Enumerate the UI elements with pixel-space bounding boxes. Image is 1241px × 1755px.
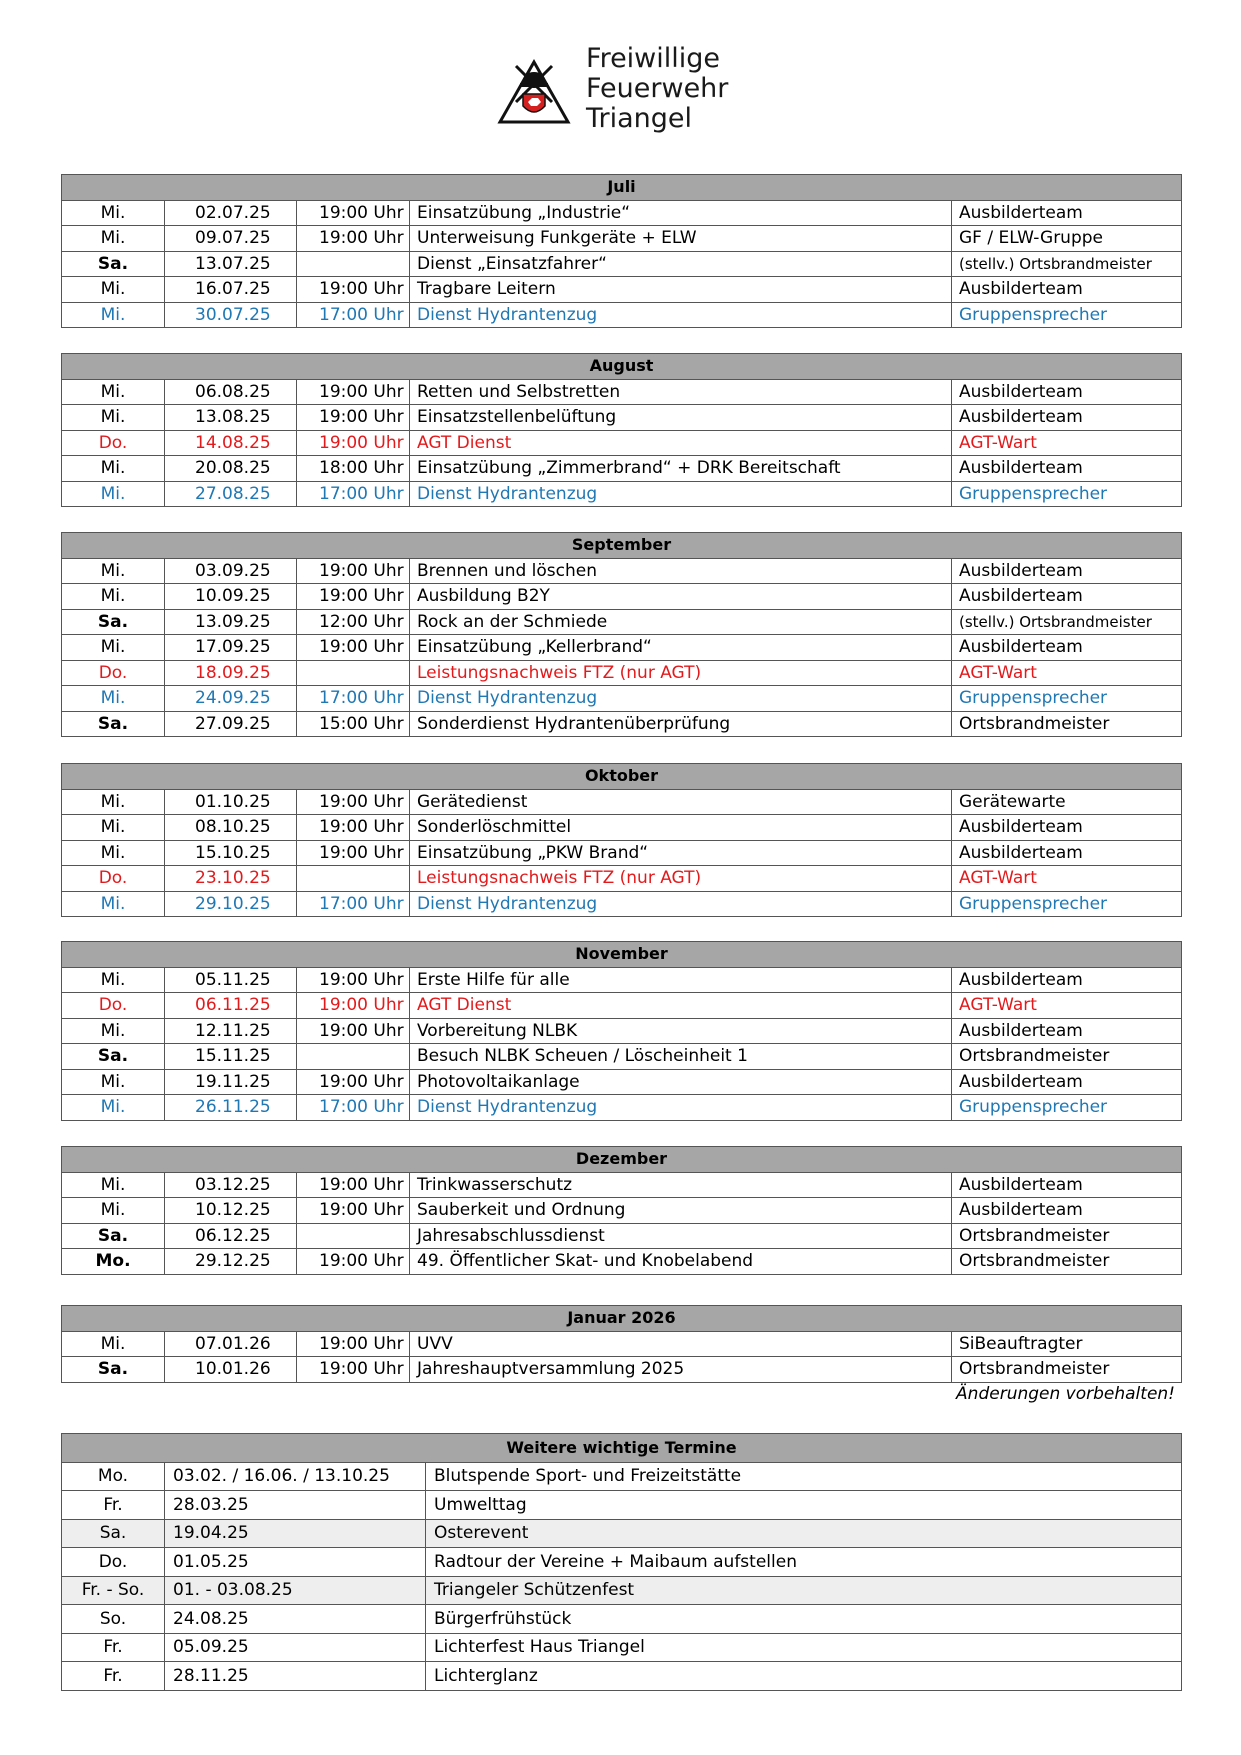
fire-brigade-logo-icon [494, 56, 574, 128]
date-cell: 15.10.25 [165, 840, 297, 866]
responsible-cell: GF / ELW-Gruppe [952, 226, 1182, 252]
time-cell: 12:00 Uhr [297, 609, 410, 635]
date-cell: 26.11.25 [165, 1095, 297, 1121]
time-cell: 19:00 Uhr [297, 277, 410, 303]
date-cell: 09.07.25 [165, 226, 297, 252]
date-cell: 16.07.25 [165, 277, 297, 303]
changes-note: Änderungen vorbehalten! [956, 1384, 1175, 1404]
date-cell: 01.05.25 [165, 1548, 426, 1577]
other-dates-table [61, 1433, 1182, 1691]
date-cell: 27.08.25 [165, 481, 297, 507]
event-cell: Dienst Hydrantenzug [410, 481, 952, 507]
event-cell: Brennen und löschen [410, 558, 952, 584]
day-cell: Mo. [62, 1249, 165, 1275]
time-cell: 19:00 Uhr [297, 405, 410, 431]
date-cell: 20.08.25 [165, 456, 297, 482]
event-cell: Ausbildung B2Y [410, 584, 952, 610]
responsible-cell: Ausbilderteam [952, 967, 1182, 993]
event-cell: Einsatzübung „Industrie“ [410, 200, 952, 226]
day-cell: Mi. [62, 481, 165, 507]
responsible-cell: Ausbilderteam [952, 456, 1182, 482]
time-cell: 19:00 Uhr [297, 558, 410, 584]
responsible-cell: AGT-Wart [952, 430, 1182, 456]
time-cell: 17:00 Uhr [297, 1095, 410, 1121]
month-title: Januar 2026 [62, 1306, 1182, 1332]
responsible-cell: Ortsbrandmeister [952, 1044, 1182, 1070]
responsible-cell: Gruppensprecher [952, 481, 1182, 507]
day-cell: Sa. [62, 711, 165, 737]
date-cell: 24.09.25 [165, 686, 297, 712]
day-cell: Mi. [62, 456, 165, 482]
day-cell: Mi. [62, 840, 165, 866]
responsible-cell: Ausbilderteam [952, 1172, 1182, 1198]
time-cell: 19:00 Uhr [297, 967, 410, 993]
table-row [62, 840, 1182, 866]
day-cell: Do. [62, 866, 165, 892]
responsible-cell: Gerätewarte [952, 789, 1182, 815]
other-dates-title: Weitere wichtige Termine [62, 1434, 1182, 1463]
day-cell: Do. [62, 993, 165, 1019]
day-cell: Mi. [62, 200, 165, 226]
event-cell: Rock an der Schmiede [410, 609, 952, 635]
month-table [61, 174, 1182, 328]
table-row [62, 815, 1182, 841]
responsible-cell: Ortsbrandmeister [952, 1223, 1182, 1249]
day-cell: Mi. [62, 1198, 165, 1224]
event-cell: Dienst Hydrantenzug [410, 686, 952, 712]
day-cell: So. [62, 1605, 165, 1634]
table-row [62, 251, 1182, 277]
table-row [62, 866, 1182, 892]
day-cell: Fr. [62, 1662, 165, 1691]
event-cell: AGT Dienst [410, 430, 952, 456]
date-cell: 13.08.25 [165, 405, 297, 431]
date-cell: 24.08.25 [165, 1605, 426, 1634]
responsible-cell: Ausbilderteam [952, 405, 1182, 431]
event-cell: Einsatzübung „PKW Brand“ [410, 840, 952, 866]
time-cell: 17:00 Uhr [297, 302, 410, 328]
event-cell: Dienst Hydrantenzug [410, 302, 952, 328]
month-title: Dezember [62, 1147, 1182, 1173]
month-title: November [62, 942, 1182, 968]
event-cell: Umwelttag [426, 1491, 1182, 1520]
table-row [62, 1491, 1182, 1520]
time-cell: 19:00 Uhr [297, 430, 410, 456]
time-cell: 19:00 Uhr [297, 1172, 410, 1198]
table-row [62, 1172, 1182, 1198]
date-cell: 29.12.25 [165, 1249, 297, 1275]
month-title: Juli [62, 175, 1182, 201]
event-cell: AGT Dienst [410, 993, 952, 1019]
date-cell: 13.07.25 [165, 251, 297, 277]
table-row [62, 558, 1182, 584]
responsible-cell: AGT-Wart [952, 993, 1182, 1019]
day-cell: Mi. [62, 686, 165, 712]
day-cell: Sa. [62, 609, 165, 635]
day-cell: Fr. - So. [62, 1576, 165, 1605]
responsible-cell: Gruppensprecher [952, 1095, 1182, 1121]
event-cell: Erste Hilfe für alle [410, 967, 952, 993]
date-cell: 03.02. / 16.06. / 13.10.25 [165, 1462, 426, 1491]
date-cell: 06.08.25 [165, 379, 297, 405]
table-row [62, 1662, 1182, 1691]
table-row [62, 609, 1182, 635]
table-row [62, 1633, 1182, 1662]
day-cell: Do. [62, 430, 165, 456]
responsible-cell: Ausbilderteam [952, 584, 1182, 610]
day-cell: Mi. [62, 226, 165, 252]
table-row [62, 891, 1182, 917]
day-cell: Mi. [62, 1069, 165, 1095]
time-cell: 19:00 Uhr [297, 1331, 410, 1357]
date-cell: 10.01.26 [165, 1357, 297, 1383]
date-cell: 28.03.25 [165, 1491, 426, 1520]
time-cell: 19:00 Uhr [297, 993, 410, 1019]
day-cell: Mi. [62, 789, 165, 815]
day-cell: Mi. [62, 1331, 165, 1357]
day-cell: Mi. [62, 379, 165, 405]
table-row [62, 379, 1182, 405]
responsible-cell: Gruppensprecher [952, 302, 1182, 328]
table-row [62, 1331, 1182, 1357]
table-row [62, 1044, 1182, 1070]
table-row [62, 200, 1182, 226]
date-cell: 23.10.25 [165, 866, 297, 892]
time-cell: 19:00 Uhr [297, 1249, 410, 1275]
table-row [62, 1519, 1182, 1548]
table-row [62, 430, 1182, 456]
date-cell: 14.08.25 [165, 430, 297, 456]
date-cell: 10.12.25 [165, 1198, 297, 1224]
month-table [61, 941, 1182, 1121]
event-cell: 49. Öffentlicher Skat- und Knobelabend [410, 1249, 952, 1275]
day-cell: Mi. [62, 1172, 165, 1198]
event-cell: Lichterglanz [426, 1662, 1182, 1691]
time-cell: 19:00 Uhr [297, 789, 410, 815]
time-cell: 19:00 Uhr [297, 815, 410, 841]
time-cell: 19:00 Uhr [297, 1069, 410, 1095]
responsible-cell: Ausbilderteam [952, 840, 1182, 866]
time-cell: 19:00 Uhr [297, 1198, 410, 1224]
event-cell: Dienst „Einsatzfahrer“ [410, 251, 952, 277]
month-table [61, 1146, 1182, 1275]
date-cell: 13.09.25 [165, 609, 297, 635]
responsible-cell: Ortsbrandmeister [952, 1249, 1182, 1275]
responsible-cell: Ausbilderteam [952, 379, 1182, 405]
event-cell: Bürgerfrühstück [426, 1605, 1182, 1634]
date-cell: 06.12.25 [165, 1223, 297, 1249]
table-row [62, 1462, 1182, 1491]
event-cell: Tragbare Leitern [410, 277, 952, 303]
time-cell: 15:00 Uhr [297, 711, 410, 737]
table-row [62, 1018, 1182, 1044]
event-cell: Sonderlöschmittel [410, 815, 952, 841]
event-cell: Radtour der Vereine + Maibaum aufstellen [426, 1548, 1182, 1577]
month-table [61, 1305, 1182, 1383]
day-cell: Mi. [62, 635, 165, 661]
responsible-cell: Ortsbrandmeister [952, 1357, 1182, 1383]
month-table [61, 532, 1182, 737]
day-cell: Sa. [62, 1519, 165, 1548]
event-cell: Trinkwasserschutz [410, 1172, 952, 1198]
table-row [62, 686, 1182, 712]
date-cell: 27.09.25 [165, 711, 297, 737]
date-cell: 01.10.25 [165, 789, 297, 815]
responsible-cell: Ausbilderteam [952, 635, 1182, 661]
table-row [62, 1548, 1182, 1577]
date-cell: 03.09.25 [165, 558, 297, 584]
day-cell: Fr. [62, 1491, 165, 1520]
event-cell: Vorbereitung NLBK [410, 1018, 952, 1044]
event-cell: Photovoltaikanlage [410, 1069, 952, 1095]
table-row [62, 1095, 1182, 1121]
table-row [62, 226, 1182, 252]
org-name-line3: Triangel [586, 103, 693, 134]
responsible-cell: Ausbilderteam [952, 277, 1182, 303]
responsible-cell: Ausbilderteam [952, 1198, 1182, 1224]
table-row [62, 277, 1182, 303]
day-cell: Fr. [62, 1633, 165, 1662]
event-cell: Leistungsnachweis FTZ (nur AGT) [410, 866, 952, 892]
date-cell: 10.09.25 [165, 584, 297, 610]
day-cell: Mi. [62, 584, 165, 610]
table-row [62, 1198, 1182, 1224]
time-cell: 17:00 Uhr [297, 481, 410, 507]
date-cell: 01. - 03.08.25 [165, 1576, 426, 1605]
date-cell: 02.07.25 [165, 200, 297, 226]
month-table [61, 353, 1182, 507]
time-cell: 19:00 Uhr [297, 584, 410, 610]
day-cell: Sa. [62, 251, 165, 277]
event-cell: Lichterfest Haus Triangel [426, 1633, 1182, 1662]
table-row [62, 967, 1182, 993]
org-name-line2: Feuerwehr [586, 73, 729, 104]
date-cell: 06.11.25 [165, 993, 297, 1019]
time-cell [297, 1044, 410, 1070]
time-cell: 19:00 Uhr [297, 840, 410, 866]
org-header [494, 44, 794, 144]
day-cell: Mi. [62, 302, 165, 328]
table-row [62, 635, 1182, 661]
event-cell: Sauberkeit und Ordnung [410, 1198, 952, 1224]
event-cell: Gerätedienst [410, 789, 952, 815]
responsible-cell: Ausbilderteam [952, 558, 1182, 584]
day-cell: Mi. [62, 1095, 165, 1121]
responsible-cell: Gruppensprecher [952, 686, 1182, 712]
day-cell: Do. [62, 660, 165, 686]
responsible-cell: Ausbilderteam [952, 1018, 1182, 1044]
responsible-cell: Ausbilderteam [952, 815, 1182, 841]
table-row [62, 660, 1182, 686]
day-cell: Mi. [62, 891, 165, 917]
time-cell: 19:00 Uhr [297, 379, 410, 405]
day-cell: Mi. [62, 815, 165, 841]
event-cell: Dienst Hydrantenzug [410, 1095, 952, 1121]
table-row [62, 405, 1182, 431]
time-cell [297, 660, 410, 686]
org-name-line1: Freiwillige [586, 43, 721, 74]
time-cell [297, 1223, 410, 1249]
date-cell: 05.09.25 [165, 1633, 426, 1662]
event-cell: Jahreshauptversammlung 2025 [410, 1357, 952, 1383]
date-cell: 18.09.25 [165, 660, 297, 686]
responsible-cell: Gruppensprecher [952, 891, 1182, 917]
date-cell: 30.07.25 [165, 302, 297, 328]
date-cell: 29.10.25 [165, 891, 297, 917]
day-cell: Mi. [62, 967, 165, 993]
month-title: Oktober [62, 764, 1182, 790]
table-row [62, 302, 1182, 328]
responsible-cell: (stellv.) Ortsbrandmeister [952, 251, 1182, 277]
date-cell: 12.11.25 [165, 1018, 297, 1044]
day-cell: Mi. [62, 277, 165, 303]
responsible-cell: Ausbilderteam [952, 200, 1182, 226]
month-title: September [62, 533, 1182, 559]
responsible-cell: AGT-Wart [952, 660, 1182, 686]
day-cell: Mi. [62, 405, 165, 431]
date-cell: 19.04.25 [165, 1519, 426, 1548]
date-cell: 05.11.25 [165, 967, 297, 993]
table-row [62, 789, 1182, 815]
time-cell [297, 866, 410, 892]
event-cell: Leistungsnachweis FTZ (nur AGT) [410, 660, 952, 686]
table-row [62, 1605, 1182, 1634]
event-cell: Besuch NLBK Scheuen / Löscheinheit 1 [410, 1044, 952, 1070]
event-cell: Sonderdienst Hydrantenüberprüfung [410, 711, 952, 737]
event-cell: Einsatzübung „Zimmerbrand“ + DRK Bereitschaft [410, 456, 952, 482]
org-name [586, 44, 728, 134]
time-cell [297, 251, 410, 277]
table-row [62, 1357, 1182, 1383]
day-cell: Mi. [62, 1018, 165, 1044]
date-cell: 08.10.25 [165, 815, 297, 841]
time-cell: 17:00 Uhr [297, 891, 410, 917]
month-table [61, 763, 1182, 917]
responsible-cell: (stellv.) Ortsbrandmeister [952, 609, 1182, 635]
month-title: August [62, 354, 1182, 380]
day-cell: Mi. [62, 558, 165, 584]
table-row [62, 1069, 1182, 1095]
date-cell: 19.11.25 [165, 1069, 297, 1095]
date-cell: 03.12.25 [165, 1172, 297, 1198]
day-cell: Mo. [62, 1462, 165, 1491]
time-cell: 19:00 Uhr [297, 200, 410, 226]
day-cell: Sa. [62, 1223, 165, 1249]
day-cell: Sa. [62, 1357, 165, 1383]
event-cell: Unterweisung Funkgeräte + ELW [410, 226, 952, 252]
time-cell: 18:00 Uhr [297, 456, 410, 482]
event-cell: Retten und Selbstretten [410, 379, 952, 405]
table-row [62, 584, 1182, 610]
table-row [62, 1249, 1182, 1275]
table-row [62, 1223, 1182, 1249]
table-row [62, 993, 1182, 1019]
time-cell: 19:00 Uhr [297, 635, 410, 661]
event-cell: Osterevent [426, 1519, 1182, 1548]
date-cell: 17.09.25 [165, 635, 297, 661]
day-cell: Sa. [62, 1044, 165, 1070]
event-cell: Jahresabschlussdienst [410, 1223, 952, 1249]
day-cell: Do. [62, 1548, 165, 1577]
time-cell: 17:00 Uhr [297, 686, 410, 712]
date-cell: 28.11.25 [165, 1662, 426, 1691]
table-row [62, 481, 1182, 507]
responsible-cell: Ortsbrandmeister [952, 711, 1182, 737]
responsible-cell: SiBeauftragter [952, 1331, 1182, 1357]
responsible-cell: AGT-Wart [952, 866, 1182, 892]
event-cell: Einsatzstellenbelüftung [410, 405, 952, 431]
event-cell: UVV [410, 1331, 952, 1357]
table-row [62, 1576, 1182, 1605]
table-row [62, 711, 1182, 737]
time-cell: 19:00 Uhr [297, 226, 410, 252]
event-cell: Einsatzübung „Kellerbrand“ [410, 635, 952, 661]
time-cell: 19:00 Uhr [297, 1357, 410, 1383]
event-cell: Triangeler Schützenfest [426, 1576, 1182, 1605]
time-cell: 19:00 Uhr [297, 1018, 410, 1044]
responsible-cell: Ausbilderteam [952, 1069, 1182, 1095]
date-cell: 15.11.25 [165, 1044, 297, 1070]
table-row [62, 456, 1182, 482]
date-cell: 07.01.26 [165, 1331, 297, 1357]
event-cell: Blutspende Sport- und Freizeitstätte [426, 1462, 1182, 1491]
event-cell: Dienst Hydrantenzug [410, 891, 952, 917]
